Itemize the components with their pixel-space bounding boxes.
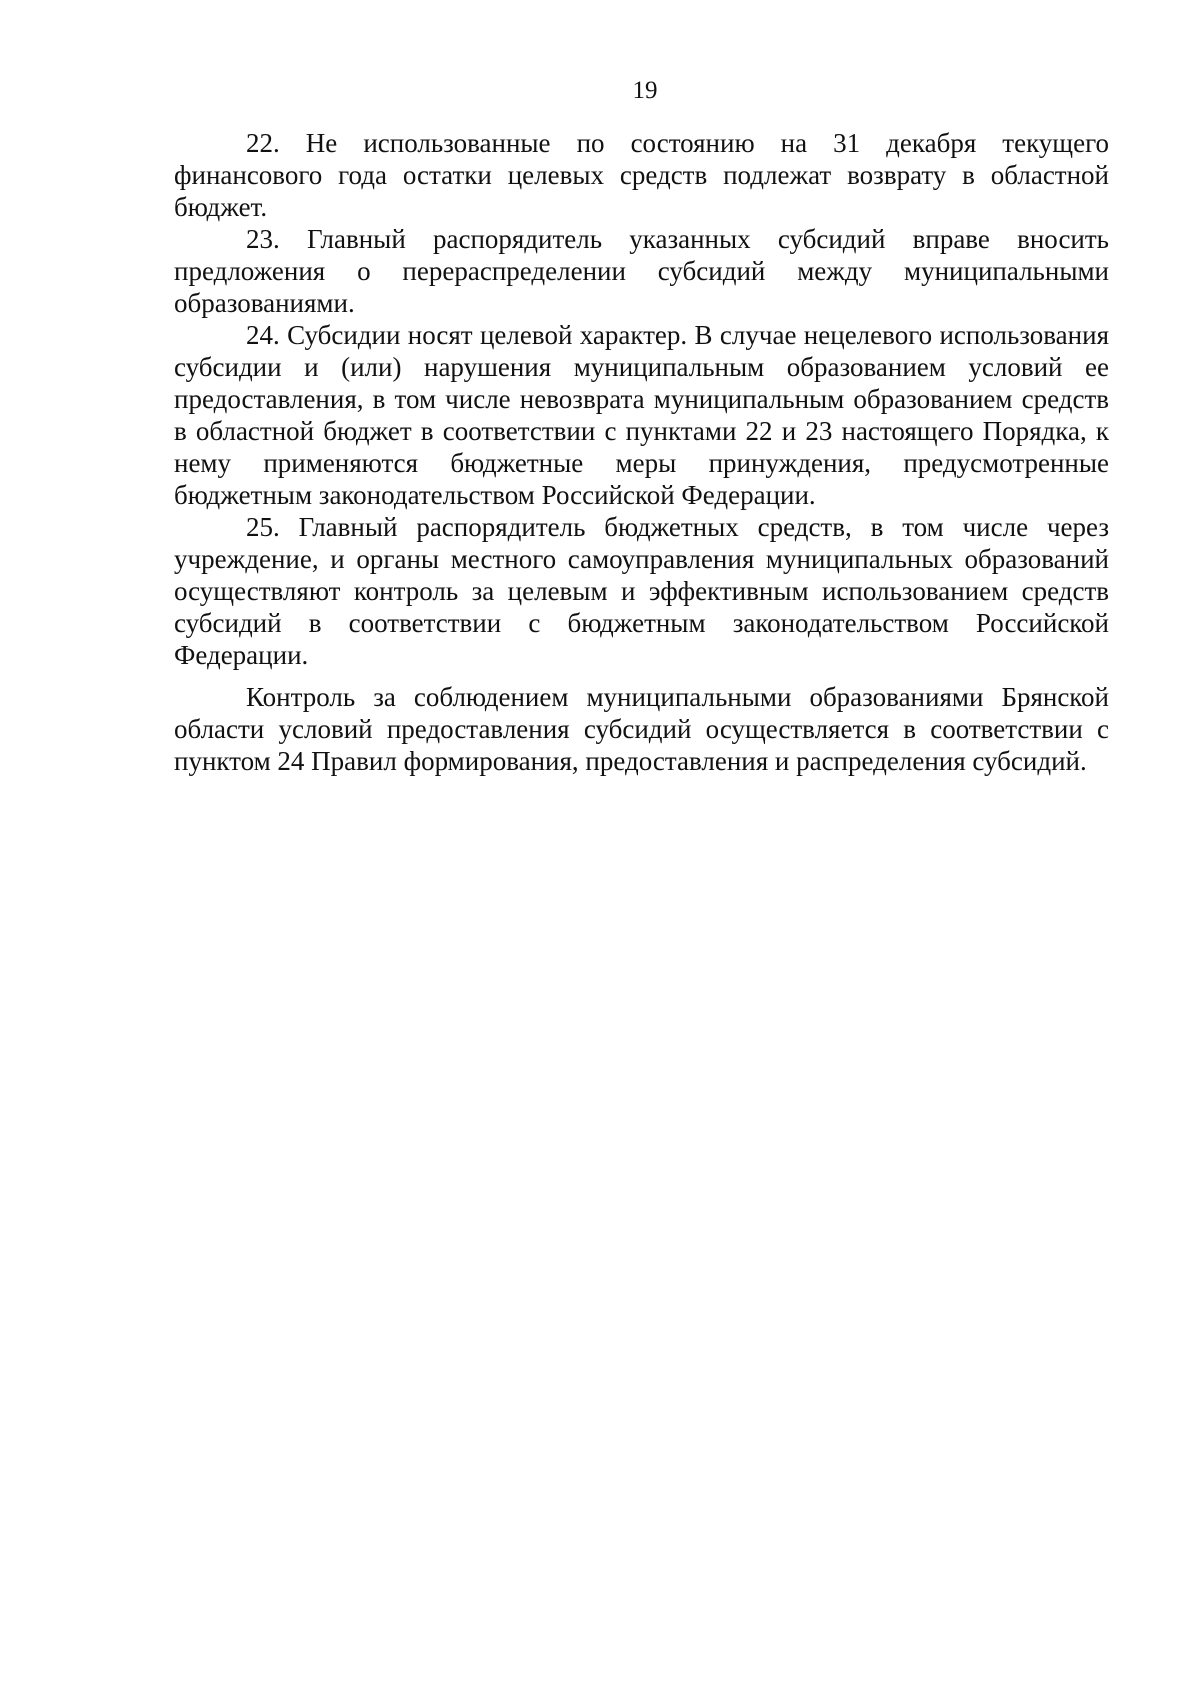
paragraph-control: Контроль за соблюдением муниципальными образованиями Брянской области условий предоставления субсидий осуществляется в соответствии с пунктом 24 Правил формирования, предоставления и распределения субсидий. <box>174 682 1109 776</box>
document-body <box>174 127 1109 777</box>
paragraph-25: 25. Главный распорядитель бюджетных средств, в том числе через учреждение, и органы местного самоуправления муниципальных образований осуществляют контроль за целевым и эффективным использованием средств субсидий в соответствии с бюджетным законодательством Российской Федерации. <box>174 512 1109 670</box>
paragraph-22: 22. Не использованные по состоянию на 31 декабря текущего финансового года остатки целевых средств подлежат возврату в областной бюджет. <box>174 128 1109 222</box>
paragraph-24: 24. Субсидии носят целевой характер. В случае нецелевого использования субсидии и (или) нарушения муниципальным образованием условий ее предоставления, в том числе невозврата муниципальным образованием средств в областной бюджет в соответствии с пунктами 22 и 23 настоящего Порядка, к нему применяются бюджетные меры принуждения, предусмотренные бюджетным законодательством Российской Федерации. <box>174 320 1109 510</box>
page-number: 19 <box>632 77 658 104</box>
paragraph-23: 23. Главный распорядитель указанных субсидий вправе вносить предложения о перераспределении субсидий между муниципальными образованиями. <box>174 224 1109 318</box>
